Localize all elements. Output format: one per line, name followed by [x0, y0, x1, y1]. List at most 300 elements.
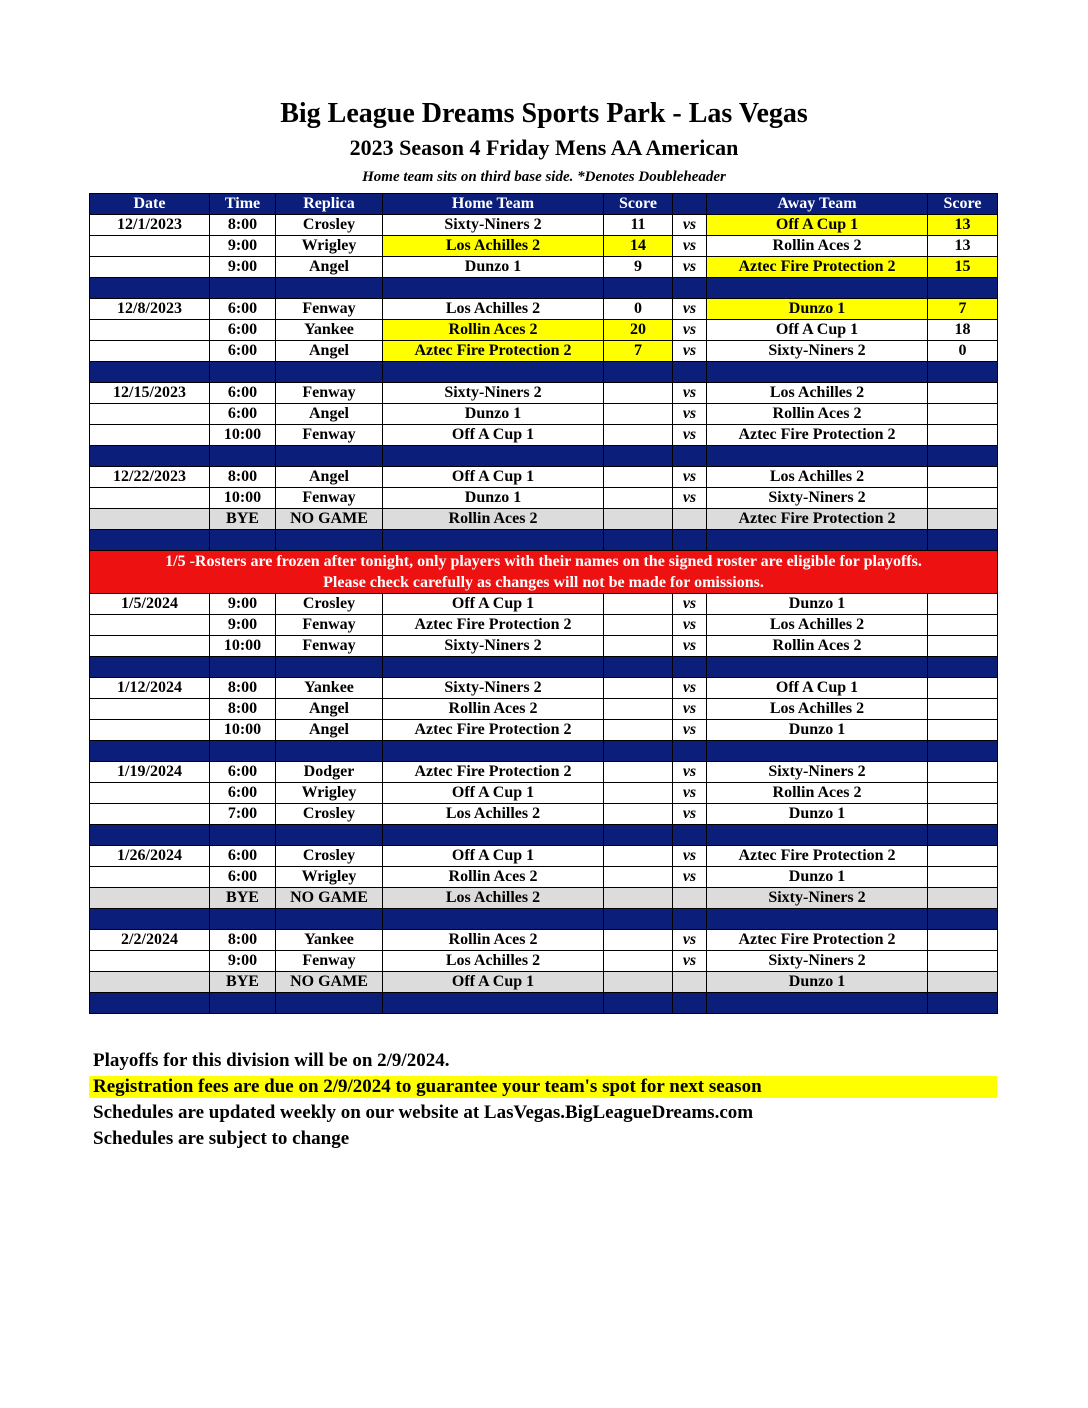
- roster-notice-line2: Please check carefully as changes will not be made for omissions.: [323, 574, 764, 591]
- time-cell: 6:00: [210, 783, 276, 804]
- separator-cell: [276, 993, 383, 1014]
- vs-cell: vs: [673, 488, 707, 509]
- separator-cell: [673, 278, 707, 299]
- home-score-cell: [604, 783, 673, 804]
- vs-cell: vs: [673, 383, 707, 404]
- field-cell: Fenway: [276, 951, 383, 972]
- game-row: [90, 783, 998, 804]
- separator-cell: [210, 825, 276, 846]
- game-row: [90, 678, 998, 699]
- separator-cell: [707, 909, 928, 930]
- field-cell: NO GAME: [276, 509, 383, 530]
- field-cell: Angel: [276, 257, 383, 278]
- away-score-cell: [928, 404, 998, 425]
- vs-cell: [673, 509, 707, 530]
- vs-cell: vs: [673, 594, 707, 615]
- away-team-cell: Los Achilles 2: [707, 615, 928, 636]
- home-team-cell: Aztec Fire Protection 2: [383, 615, 604, 636]
- date-cell: 1/12/2024: [90, 678, 210, 699]
- week-separator: [90, 530, 998, 551]
- home-team-cell: Sixty-Niners 2: [383, 215, 604, 236]
- away-score-cell: [928, 783, 998, 804]
- vs-cell: vs: [673, 215, 707, 236]
- field-cell: Fenway: [276, 425, 383, 446]
- home-team-cell: Los Achilles 2: [383, 804, 604, 825]
- away-score-cell: [928, 678, 998, 699]
- time-cell: 8:00: [210, 215, 276, 236]
- home-score-cell: [604, 383, 673, 404]
- game-row: [90, 636, 998, 657]
- away-score-cell: [928, 804, 998, 825]
- away-team-cell: Dunzo 1: [707, 972, 928, 993]
- vs-cell: vs: [673, 699, 707, 720]
- home-team-cell: Rollin Aces 2: [383, 867, 604, 888]
- separator-cell: [383, 278, 604, 299]
- away-score-cell: 15: [928, 257, 998, 278]
- home-score-cell: [604, 720, 673, 741]
- field-cell: Fenway: [276, 383, 383, 404]
- field-cell: Fenway: [276, 615, 383, 636]
- separator-cell: [673, 362, 707, 383]
- col-header-vs: [673, 194, 707, 215]
- away-score-cell: [928, 867, 998, 888]
- vs-cell: vs: [673, 930, 707, 951]
- separator-cell: [604, 825, 673, 846]
- date-cell: [90, 972, 210, 993]
- time-cell: 6:00: [210, 341, 276, 362]
- separator-cell: [276, 909, 383, 930]
- separator-cell: [90, 825, 210, 846]
- separator-cell: [210, 993, 276, 1014]
- vs-cell: vs: [673, 720, 707, 741]
- game-row: [90, 299, 998, 320]
- playoffs-note: Playoffs for this division will be on 2/9/2024.: [93, 1050, 450, 1071]
- separator-cell: [90, 657, 210, 678]
- home-score-cell: [604, 867, 673, 888]
- separator-cell: [928, 446, 998, 467]
- time-cell: BYE: [210, 509, 276, 530]
- away-team-cell: Los Achilles 2: [707, 699, 928, 720]
- away-score-cell: [928, 720, 998, 741]
- date-cell: [90, 720, 210, 741]
- away-team-cell: Rollin Aces 2: [707, 783, 928, 804]
- separator-cell: [210, 657, 276, 678]
- home-team-cell: Dunzo 1: [383, 257, 604, 278]
- time-cell: 6:00: [210, 320, 276, 341]
- page-subtitle: 2023 Season 4 Friday Mens AA American: [349, 135, 739, 160]
- separator-cell: [707, 657, 928, 678]
- week-separator: [90, 909, 998, 930]
- time-cell: 7:00: [210, 804, 276, 825]
- game-row: [90, 951, 998, 972]
- home-team-cell: Sixty-Niners 2: [383, 678, 604, 699]
- separator-cell: [928, 993, 998, 1014]
- vs-cell: vs: [673, 636, 707, 657]
- away-team-cell: Off A Cup 1: [707, 678, 928, 699]
- time-cell: 6:00: [210, 762, 276, 783]
- separator-cell: [928, 741, 998, 762]
- date-cell: [90, 888, 210, 909]
- time-cell: 6:00: [210, 299, 276, 320]
- game-row: [90, 215, 998, 236]
- field-cell: Crosley: [276, 594, 383, 615]
- time-cell: 8:00: [210, 678, 276, 699]
- vs-cell: vs: [673, 341, 707, 362]
- home-team-cell: Aztec Fire Protection 2: [383, 762, 604, 783]
- away-team-cell: Dunzo 1: [707, 720, 928, 741]
- date-cell: 2/2/2024: [90, 930, 210, 951]
- away-team-cell: Off A Cup 1: [707, 320, 928, 341]
- away-score-cell: 13: [928, 215, 998, 236]
- date-cell: [90, 699, 210, 720]
- time-cell: 9:00: [210, 257, 276, 278]
- vs-cell: vs: [673, 762, 707, 783]
- away-score-cell: [928, 762, 998, 783]
- separator-cell: [90, 446, 210, 467]
- date-cell: [90, 404, 210, 425]
- away-team-cell: Los Achilles 2: [707, 467, 928, 488]
- separator-cell: [707, 446, 928, 467]
- home-team-cell: Off A Cup 1: [383, 425, 604, 446]
- vs-cell: vs: [673, 804, 707, 825]
- home-team-cell: Sixty-Niners 2: [383, 383, 604, 404]
- game-row: [90, 699, 998, 720]
- separator-cell: [673, 825, 707, 846]
- home-team-cell: Dunzo 1: [383, 404, 604, 425]
- separator-cell: [276, 530, 383, 551]
- away-team-cell: Aztec Fire Protection 2: [707, 509, 928, 530]
- vs-cell: vs: [673, 867, 707, 888]
- field-cell: Angel: [276, 467, 383, 488]
- home-team-cell: Off A Cup 1: [383, 594, 604, 615]
- away-team-cell: Sixty-Niners 2: [707, 341, 928, 362]
- away-team-cell: Sixty-Niners 2: [707, 888, 928, 909]
- separator-cell: [707, 278, 928, 299]
- vs-cell: vs: [673, 257, 707, 278]
- away-team-cell: Dunzo 1: [707, 594, 928, 615]
- time-cell: 10:00: [210, 720, 276, 741]
- separator-cell: [276, 278, 383, 299]
- game-row: [90, 425, 998, 446]
- col-header-away-score: Score: [928, 194, 998, 215]
- home-team-cell: Off A Cup 1: [383, 846, 604, 867]
- separator-cell: [383, 657, 604, 678]
- separator-cell: [707, 530, 928, 551]
- away-score-cell: [928, 972, 998, 993]
- away-score-cell: 18: [928, 320, 998, 341]
- field-cell: Wrigley: [276, 867, 383, 888]
- separator-cell: [210, 362, 276, 383]
- field-cell: Angel: [276, 720, 383, 741]
- home-score-cell: [604, 762, 673, 783]
- field-cell: Crosley: [276, 215, 383, 236]
- time-cell: 10:00: [210, 488, 276, 509]
- website-note: Schedules are updated weekly on our website at LasVegas.BigLeagueDreams.com: [93, 1102, 754, 1123]
- separator-cell: [604, 657, 673, 678]
- home-score-cell: 14: [604, 236, 673, 257]
- separator-cell: [673, 657, 707, 678]
- separator-cell: [604, 909, 673, 930]
- away-team-cell: Dunzo 1: [707, 299, 928, 320]
- date-cell: 12/1/2023: [90, 215, 210, 236]
- time-cell: 6:00: [210, 383, 276, 404]
- home-score-cell: [604, 425, 673, 446]
- date-cell: [90, 488, 210, 509]
- game-row: [90, 320, 998, 341]
- date-cell: [90, 867, 210, 888]
- separator-cell: [707, 362, 928, 383]
- home-score-cell: [604, 804, 673, 825]
- home-team-cell: Off A Cup 1: [383, 467, 604, 488]
- home-score-cell: [604, 678, 673, 699]
- col-header-home-team: Home Team: [383, 194, 604, 215]
- home-team-cell: Los Achilles 2: [383, 236, 604, 257]
- away-score-cell: [928, 509, 998, 530]
- col-header-away-team: Away Team: [707, 194, 928, 215]
- separator-cell: [383, 362, 604, 383]
- separator-cell: [707, 741, 928, 762]
- time-cell: 9:00: [210, 615, 276, 636]
- separator-cell: [604, 278, 673, 299]
- home-score-cell: 7: [604, 341, 673, 362]
- away-score-cell: [928, 930, 998, 951]
- home-team-cell: Sixty-Niners 2: [383, 636, 604, 657]
- home-team-cell: Rollin Aces 2: [383, 509, 604, 530]
- vs-cell: vs: [673, 299, 707, 320]
- home-score-cell: [604, 594, 673, 615]
- field-cell: Yankee: [276, 320, 383, 341]
- away-team-cell: Dunzo 1: [707, 804, 928, 825]
- away-score-cell: [928, 846, 998, 867]
- separator-cell: [604, 446, 673, 467]
- field-cell: NO GAME: [276, 972, 383, 993]
- away-score-cell: [928, 615, 998, 636]
- time-cell: BYE: [210, 888, 276, 909]
- bye-row: [90, 888, 998, 909]
- away-score-cell: 13: [928, 236, 998, 257]
- away-team-cell: Aztec Fire Protection 2: [707, 930, 928, 951]
- week-separator: [90, 993, 998, 1014]
- game-row: [90, 341, 998, 362]
- separator-cell: [383, 530, 604, 551]
- away-team-cell: Rollin Aces 2: [707, 236, 928, 257]
- home-score-cell: [604, 930, 673, 951]
- time-cell: 8:00: [210, 930, 276, 951]
- week-separator: [90, 446, 998, 467]
- game-row: [90, 488, 998, 509]
- home-team-cell: Off A Cup 1: [383, 972, 604, 993]
- away-team-cell: Aztec Fire Protection 2: [707, 257, 928, 278]
- home-score-cell: [604, 509, 673, 530]
- separator-cell: [276, 741, 383, 762]
- col-header-replica: Replica: [276, 194, 383, 215]
- home-score-cell: [604, 404, 673, 425]
- away-score-cell: [928, 636, 998, 657]
- time-cell: 10:00: [210, 636, 276, 657]
- game-row: [90, 594, 998, 615]
- separator-cell: [928, 362, 998, 383]
- game-row: [90, 804, 998, 825]
- date-cell: [90, 425, 210, 446]
- time-cell: 6:00: [210, 867, 276, 888]
- separator-cell: [383, 993, 604, 1014]
- home-score-cell: [604, 467, 673, 488]
- separator-cell: [928, 530, 998, 551]
- vs-cell: vs: [673, 320, 707, 341]
- week-separator: [90, 278, 998, 299]
- separator-cell: [276, 446, 383, 467]
- away-score-cell: [928, 951, 998, 972]
- bye-row: [90, 509, 998, 530]
- vs-cell: [673, 888, 707, 909]
- separator-cell: [383, 446, 604, 467]
- away-team-cell: Dunzo 1: [707, 867, 928, 888]
- separator-cell: [90, 993, 210, 1014]
- schedule-note: Home team sits on third base side. *Denotes Doubleheader: [362, 169, 726, 185]
- home-team-cell: Los Achilles 2: [383, 951, 604, 972]
- date-cell: 12/22/2023: [90, 467, 210, 488]
- home-score-cell: [604, 488, 673, 509]
- separator-cell: [210, 278, 276, 299]
- time-cell: BYE: [210, 972, 276, 993]
- field-cell: Angel: [276, 404, 383, 425]
- vs-cell: vs: [673, 425, 707, 446]
- away-team-cell: Rollin Aces 2: [707, 404, 928, 425]
- col-header-time: Time: [210, 194, 276, 215]
- separator-cell: [90, 278, 210, 299]
- field-cell: Fenway: [276, 636, 383, 657]
- registration-note: Registration fees are due on 2/9/2024 to guarantee your team's spot for next season: [89, 1076, 997, 1098]
- separator-cell: [928, 278, 998, 299]
- date-cell: [90, 783, 210, 804]
- roster-notice: [90, 551, 998, 594]
- separator-cell: [210, 530, 276, 551]
- home-team-cell: Rollin Aces 2: [383, 930, 604, 951]
- game-row: [90, 867, 998, 888]
- field-cell: Angel: [276, 341, 383, 362]
- field-cell: Wrigley: [276, 783, 383, 804]
- vs-cell: vs: [673, 615, 707, 636]
- away-team-cell: Los Achilles 2: [707, 383, 928, 404]
- separator-cell: [90, 909, 210, 930]
- away-team-cell: Sixty-Niners 2: [707, 951, 928, 972]
- separator-cell: [928, 657, 998, 678]
- date-cell: 1/5/2024: [90, 594, 210, 615]
- away-team-cell: Aztec Fire Protection 2: [707, 425, 928, 446]
- field-cell: Angel: [276, 699, 383, 720]
- date-cell: [90, 257, 210, 278]
- vs-cell: vs: [673, 783, 707, 804]
- game-row: [90, 615, 998, 636]
- separator-cell: [673, 446, 707, 467]
- home-team-cell: Rollin Aces 2: [383, 320, 604, 341]
- away-team-cell: Sixty-Niners 2: [707, 762, 928, 783]
- home-score-cell: [604, 615, 673, 636]
- separator-cell: [673, 909, 707, 930]
- field-cell: Yankee: [276, 678, 383, 699]
- game-row: [90, 257, 998, 278]
- date-cell: 1/26/2024: [90, 846, 210, 867]
- home-team-cell: Off A Cup 1: [383, 783, 604, 804]
- home-score-cell: [604, 846, 673, 867]
- home-team-cell: Los Achilles 2: [383, 299, 604, 320]
- date-cell: [90, 341, 210, 362]
- date-cell: [90, 509, 210, 530]
- home-score-cell: [604, 636, 673, 657]
- schedule-body: [90, 215, 998, 1014]
- separator-cell: [90, 530, 210, 551]
- separator-cell: [707, 825, 928, 846]
- game-row: [90, 236, 998, 257]
- separator-cell: [210, 446, 276, 467]
- week-separator: [90, 741, 998, 762]
- home-team-cell: Aztec Fire Protection 2: [383, 341, 604, 362]
- away-score-cell: [928, 888, 998, 909]
- home-score-cell: 20: [604, 320, 673, 341]
- home-score-cell: 0: [604, 299, 673, 320]
- col-header-home-score: Score: [604, 194, 673, 215]
- separator-cell: [210, 741, 276, 762]
- away-score-cell: 0: [928, 341, 998, 362]
- schedule-table: [89, 193, 998, 1014]
- separator-cell: [276, 362, 383, 383]
- home-score-cell: 11: [604, 215, 673, 236]
- separator-cell: [383, 825, 604, 846]
- field-cell: Wrigley: [276, 236, 383, 257]
- separator-cell: [928, 825, 998, 846]
- away-score-cell: 7: [928, 299, 998, 320]
- home-score-cell: [604, 888, 673, 909]
- separator-cell: [383, 741, 604, 762]
- change-note: Schedules are subject to change: [93, 1128, 350, 1149]
- game-row: [90, 383, 998, 404]
- away-team-cell: Sixty-Niners 2: [707, 488, 928, 509]
- home-team-cell: Aztec Fire Protection 2: [383, 720, 604, 741]
- field-cell: Yankee: [276, 930, 383, 951]
- vs-cell: vs: [673, 846, 707, 867]
- roster-notice-line1: 1/5 -Rosters are frozen after tonight, only players with their names on the signed roster are eligible for playoffs.: [165, 553, 922, 570]
- separator-cell: [707, 993, 928, 1014]
- away-score-cell: [928, 488, 998, 509]
- home-score-cell: [604, 972, 673, 993]
- date-cell: [90, 951, 210, 972]
- home-score-cell: 9: [604, 257, 673, 278]
- time-cell: 6:00: [210, 846, 276, 867]
- field-cell: Crosley: [276, 846, 383, 867]
- away-score-cell: [928, 383, 998, 404]
- separator-cell: [90, 741, 210, 762]
- separator-cell: [673, 993, 707, 1014]
- date-cell: 12/15/2023: [90, 383, 210, 404]
- page-title: Big League Dreams Sports Park - Las Vegas: [280, 98, 808, 129]
- game-row: [90, 720, 998, 741]
- game-row: [90, 404, 998, 425]
- game-row: [90, 467, 998, 488]
- separator-cell: [604, 530, 673, 551]
- home-team-cell: Rollin Aces 2: [383, 699, 604, 720]
- time-cell: 9:00: [210, 236, 276, 257]
- field-cell: Crosley: [276, 804, 383, 825]
- vs-cell: vs: [673, 236, 707, 257]
- week-separator: [90, 825, 998, 846]
- field-cell: Dodger: [276, 762, 383, 783]
- away-team-cell: Aztec Fire Protection 2: [707, 846, 928, 867]
- game-row: [90, 762, 998, 783]
- separator-cell: [673, 741, 707, 762]
- separator-cell: [673, 530, 707, 551]
- home-score-cell: [604, 699, 673, 720]
- week-separator: [90, 657, 998, 678]
